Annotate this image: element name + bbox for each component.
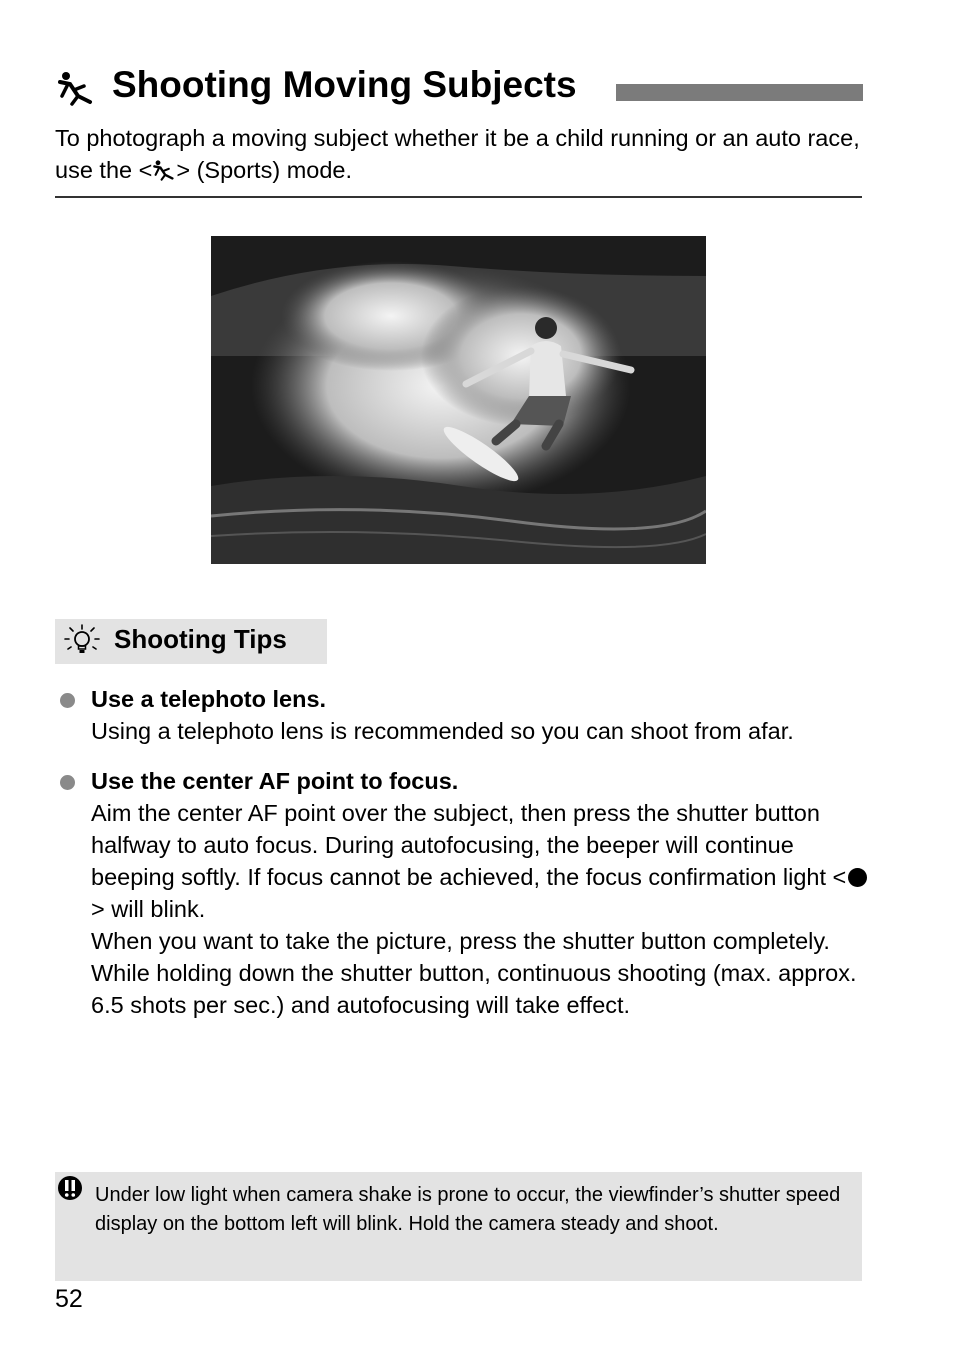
page-title: Shooting Moving Subjects xyxy=(112,64,577,105)
tip-text-part-a: Aim the center AF point over the subject, then press the shutter button halfway to auto focus. During autofocusing, the beeper will continue beeping softly. If focus cannot be achieved, the focus confirmation light < xyxy=(91,800,847,890)
intro-text-end: > (Sports) mode. xyxy=(176,157,353,183)
intro-paragraph xyxy=(55,122,875,186)
bullet-icon xyxy=(60,775,75,790)
sports-mode-inline-icon xyxy=(152,159,176,181)
section-divider xyxy=(55,196,862,198)
tips-title: Shooting Tips xyxy=(114,624,287,654)
list-item xyxy=(60,765,870,1021)
tip-heading: Use the center AF point to focus. xyxy=(91,768,459,794)
sports-mode-icon xyxy=(56,70,96,106)
tip-text-part-b: > will blink. xyxy=(91,896,206,922)
list-item xyxy=(60,683,870,747)
caution-icon xyxy=(57,1175,83,1201)
caution-note xyxy=(55,1172,862,1281)
intro-text-start: To photograph a moving subject whether it be a child running or an auto race, use the < xyxy=(55,125,860,183)
lightbulb-icon xyxy=(63,623,101,661)
bullet-icon xyxy=(60,693,75,708)
tip-text-continued: When you want to take the picture, press the shutter button completely. While holding down the shutter button, continuous shooting (max. approx. 6.5 shots per sec.) and autofocusing will take effect. xyxy=(91,928,857,1018)
shooting-tips-header xyxy=(55,619,327,664)
title-bar-decoration xyxy=(616,84,863,101)
tip-text: Using a telephoto lens is recommended so you can shoot from afar. xyxy=(91,718,794,744)
section-heading xyxy=(56,62,862,112)
caution-text: Under low light when camera shake is prone to occur, the viewfinder’s shutter speed display on the bottom left will blink. Hold the camera steady and shoot. xyxy=(95,1184,841,1235)
page-number: 52 xyxy=(55,1285,83,1313)
tip-heading: Use a telephoto lens. xyxy=(91,686,327,712)
focus-confirmation-light-icon xyxy=(848,868,867,887)
tip-text xyxy=(91,797,870,925)
surfer-riding-wave-photo xyxy=(211,236,706,564)
